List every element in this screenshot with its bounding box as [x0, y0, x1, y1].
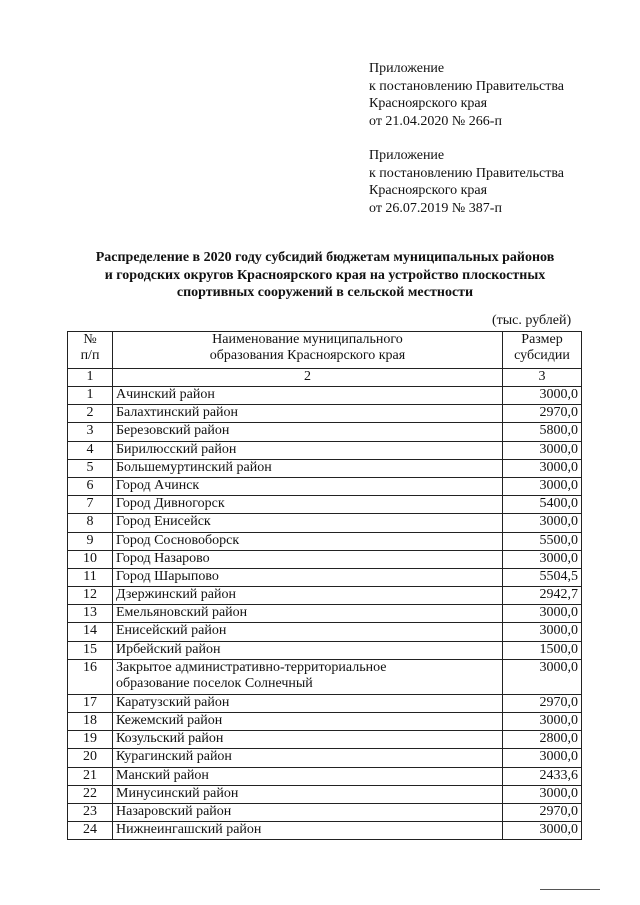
row-number: 11 [68, 568, 113, 586]
title-line: и городских округов Красноярского края на устройство плоскостных [104, 267, 546, 283]
table-row [68, 749, 582, 767]
municipality-name: Город Енисейск [113, 514, 503, 532]
header-text: образования Красноярского края [209, 348, 406, 363]
subsidy-amount: 2970,0 [503, 405, 582, 423]
municipality-name: Курагинский район [113, 749, 503, 767]
municipality-name: Козульский район [113, 731, 503, 749]
table-row [68, 459, 582, 477]
subsidy-amount: 5800,0 [503, 423, 582, 441]
row-number: 17 [68, 694, 113, 712]
municipality-name: Кежемский район [113, 713, 503, 731]
municipality-name-line: образование поселок Солнечный [116, 675, 313, 691]
title-line: Распределение в 2020 году субсидий бюджетам муниципальных районов [95, 250, 555, 265]
subsidy-amount: 2942,7 [503, 587, 582, 605]
municipality-name: Ирбейский район [113, 641, 503, 659]
table-row [68, 785, 582, 803]
appendix-line: Приложение [369, 61, 445, 76]
table-row [68, 568, 582, 586]
page-edge-line [540, 889, 600, 890]
subsidy-amount: 3000,0 [503, 659, 582, 694]
municipality-name: Большемуртинский район [113, 459, 503, 477]
header-text: п/п [80, 348, 100, 363]
column-number-row [68, 369, 582, 387]
municipality-name: Манский район [113, 767, 503, 785]
row-number: 21 [68, 767, 113, 785]
header-name [113, 332, 503, 369]
municipality-name: Енисейский район [113, 623, 503, 641]
appendix-date-line: от 21.04.2020 № 266-п [369, 113, 502, 129]
appendix-line: Красноярского края [369, 183, 488, 198]
row-number: 22 [68, 785, 113, 803]
row-number: 15 [68, 641, 113, 659]
table-row [68, 731, 582, 749]
subsidy-amount: 5400,0 [503, 496, 582, 514]
appendix-line: Красноярского края [369, 96, 488, 111]
municipality-name: Березовский район [113, 423, 503, 441]
row-number: 2 [68, 405, 113, 423]
document-title [60, 249, 590, 302]
row-number: 5 [68, 459, 113, 477]
row-number: 8 [68, 514, 113, 532]
table-row [68, 767, 582, 785]
table-row [68, 405, 582, 423]
table-row [68, 605, 582, 623]
row-number: 9 [68, 532, 113, 550]
table-header-row [68, 332, 582, 369]
municipality-name: Город Назарово [113, 550, 503, 568]
table-row [68, 822, 582, 840]
municipality-name [113, 659, 503, 694]
row-number: 4 [68, 441, 113, 459]
subsidy-amount: 2970,0 [503, 803, 582, 821]
table-row [68, 659, 582, 694]
appendix-line: к постановлению Правительства [369, 165, 565, 181]
municipality-name: Назаровский район [113, 803, 503, 821]
appendix-line: Приложение [369, 148, 445, 163]
row-number: 7 [68, 496, 113, 514]
subsidy-amount: 3000,0 [503, 623, 582, 641]
subsidy-amount: 3000,0 [503, 785, 582, 803]
header-text: № [83, 332, 97, 347]
subsidy-amount: 3000,0 [503, 477, 582, 495]
row-number: 16 [68, 659, 113, 694]
municipality-name: Каратузский район [113, 694, 503, 712]
subsidy-amount: 5500,0 [503, 532, 582, 550]
row-number: 1 [68, 387, 113, 405]
row-number: 6 [68, 477, 113, 495]
title-line: спортивных сооружений в сельской местности [176, 285, 474, 300]
subsidy-amount: 3000,0 [503, 713, 582, 731]
header-amount [503, 332, 582, 369]
municipality-name: Город Ачинск [113, 477, 503, 495]
municipality-name: Город Дивногорск [113, 496, 503, 514]
row-number: 20 [68, 749, 113, 767]
table-row [68, 387, 582, 405]
subsidy-amount: 3000,0 [503, 605, 582, 623]
table-row [68, 514, 582, 532]
subsidy-amount: 3000,0 [503, 822, 582, 840]
municipality-name: Нижнеингашский район [113, 822, 503, 840]
table-row [68, 623, 582, 641]
row-number: 18 [68, 713, 113, 731]
column-number: 1 [68, 369, 113, 387]
appendix-line: к постановлению Правительства [369, 78, 565, 94]
municipality-name: Город Шарыпово [113, 568, 503, 586]
row-number: 19 [68, 731, 113, 749]
municipality-name-line: Закрытое административно-территориальное [116, 659, 387, 675]
table-row [68, 423, 582, 441]
appendix-header-current [369, 60, 564, 130]
table-row [68, 587, 582, 605]
municipality-name: Балахтинский район [113, 405, 503, 423]
municipality-name: Ачинский район [113, 387, 503, 405]
table-row [68, 441, 582, 459]
municipality-name: Минусинский район [113, 785, 503, 803]
table-row [68, 641, 582, 659]
municipality-name: Город Сосновоборск [113, 532, 503, 550]
table-row [68, 713, 582, 731]
row-number: 10 [68, 550, 113, 568]
subsidy-amount: 3000,0 [503, 387, 582, 405]
subsidy-amount: 3000,0 [503, 550, 582, 568]
table-row [68, 803, 582, 821]
table-row [68, 550, 582, 568]
municipality-name: Бирилюсский район [113, 441, 503, 459]
row-number: 12 [68, 587, 113, 605]
table-row [68, 496, 582, 514]
subsidy-amount: 3000,0 [503, 441, 582, 459]
header-number [68, 332, 113, 369]
table-row [68, 532, 582, 550]
row-number: 23 [68, 803, 113, 821]
row-number: 3 [68, 423, 113, 441]
table-row [68, 694, 582, 712]
municipality-name: Дзержинский район [113, 587, 503, 605]
subsidy-amount: 3000,0 [503, 514, 582, 532]
subsidy-table [67, 331, 582, 840]
subsidy-amount: 2970,0 [503, 694, 582, 712]
units-label: (тыс. рублей) [492, 313, 572, 328]
row-number: 14 [68, 623, 113, 641]
appendix-date-line: от 26.07.2019 № 387-п [369, 200, 502, 216]
row-number: 24 [68, 822, 113, 840]
table-row [68, 477, 582, 495]
header-text: Наименование муниципального [212, 332, 403, 347]
subsidy-amount: 2433,6 [503, 767, 582, 785]
column-number: 3 [503, 369, 582, 387]
municipality-name: Емельяновский район [113, 605, 503, 623]
column-number: 2 [113, 369, 503, 387]
subsidy-amount: 1500,0 [503, 641, 582, 659]
header-text: субсидии [514, 348, 570, 363]
subsidy-amount: 2800,0 [503, 731, 582, 749]
subsidy-amount: 3000,0 [503, 459, 582, 477]
subsidy-amount: 3000,0 [503, 749, 582, 767]
header-text: Размер [521, 332, 563, 347]
subsidy-amount: 5504,5 [503, 568, 582, 586]
row-number: 13 [68, 605, 113, 623]
appendix-header-original [369, 147, 564, 217]
